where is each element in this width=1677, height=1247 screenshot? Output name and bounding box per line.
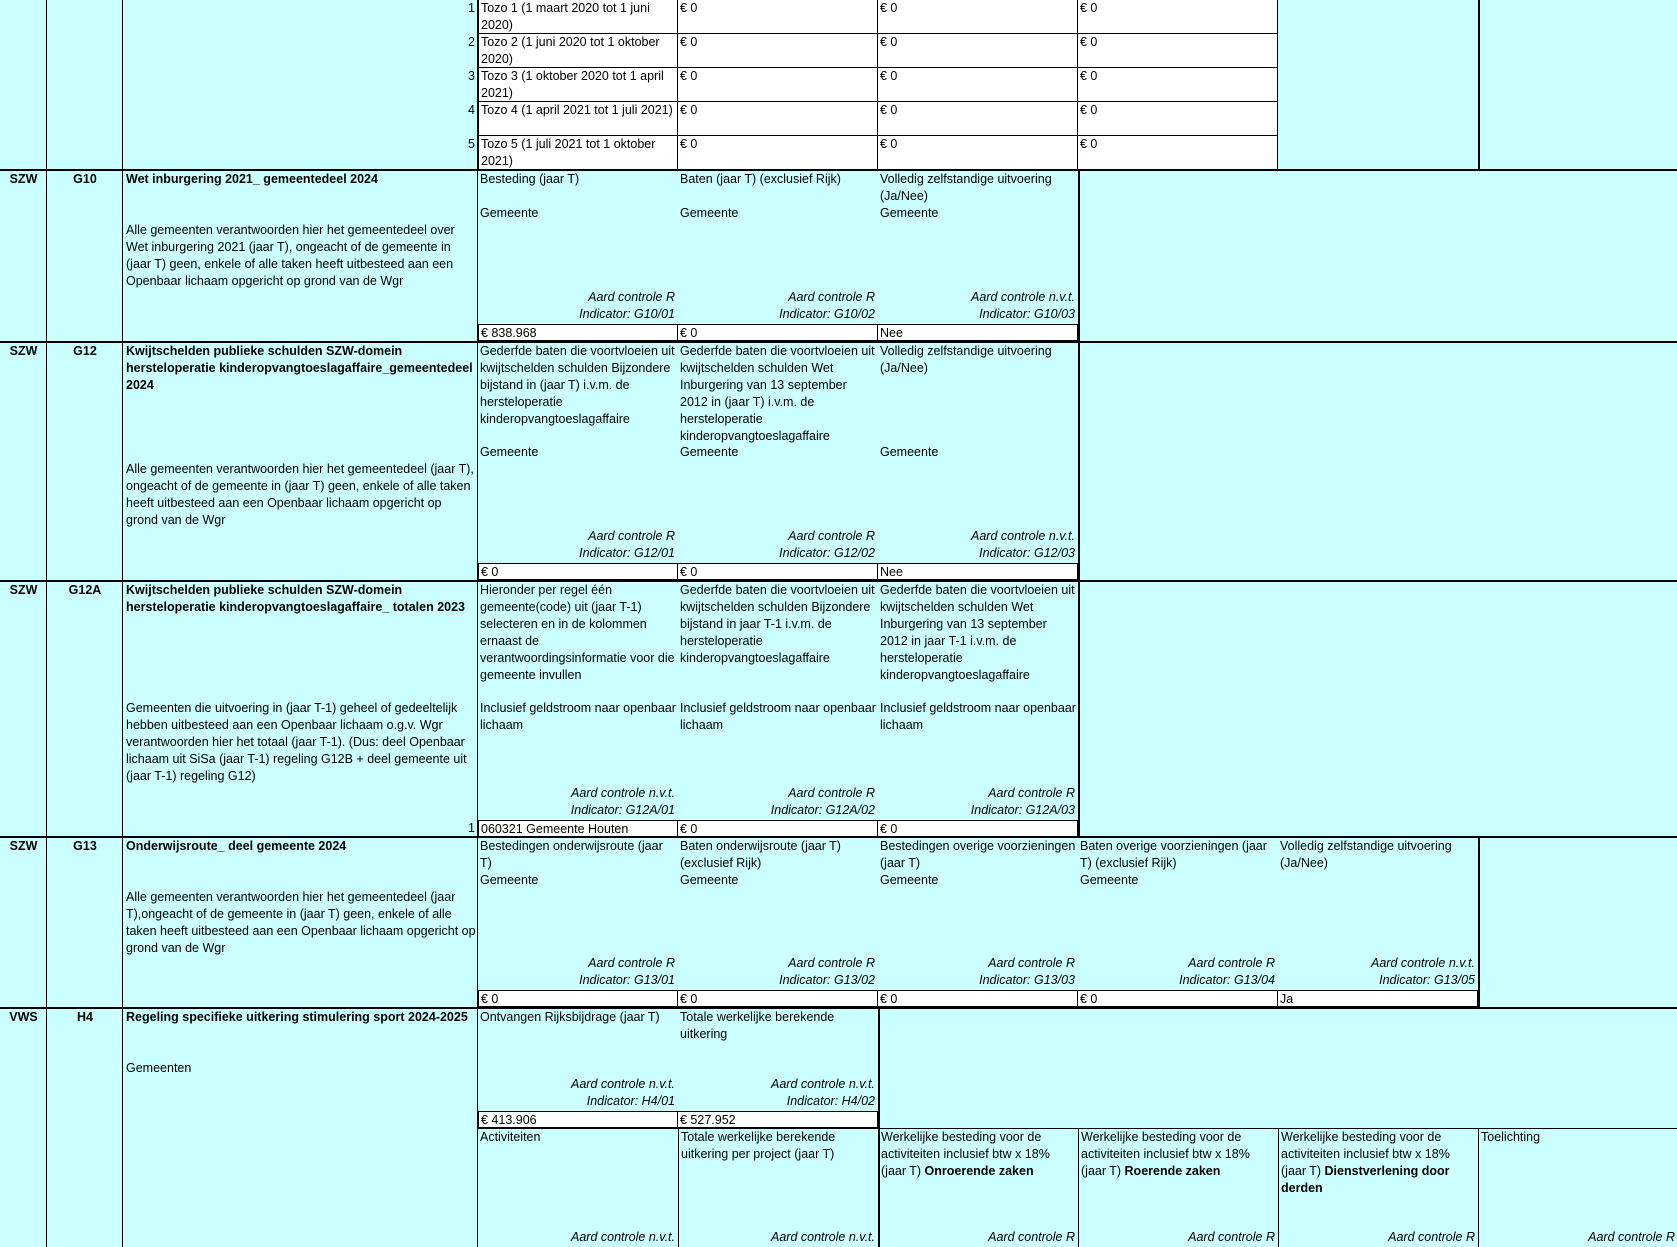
g10-column-heading: Volledig zelfstandige uitvoering (Ja/Nee) bbox=[880, 172, 1052, 203]
g12a-control-type: Aard controle R bbox=[988, 786, 1075, 800]
h4-indicator: Indicator: H4/01 bbox=[586, 1094, 675, 1108]
g13-control-info bbox=[779, 955, 875, 989]
g10-indicator: Indicator: G10/02 bbox=[779, 307, 875, 321]
h4-control-type: Aard controle R bbox=[1588, 1230, 1675, 1244]
g13-column-sub: Gemeente bbox=[1080, 873, 1139, 887]
h4-control-type: Aard controle n.v.t. bbox=[571, 1077, 675, 1091]
g10-value-cell[interactable]: Nee bbox=[878, 324, 1078, 341]
g12a-row-number: 1 bbox=[468, 821, 475, 835]
g13-column-header bbox=[1278, 838, 1478, 990]
tozo-value[interactable]: € 0 bbox=[678, 102, 878, 136]
g13-column-header bbox=[878, 838, 1078, 990]
tozo-value[interactable]: € 0 bbox=[678, 34, 878, 68]
g12a-column-header bbox=[678, 582, 878, 820]
g13-dept: SZW bbox=[9, 839, 38, 853]
g12a-description: Gemeenten die uitvoering in (jaar T-1) geheel of gedeeltelijk hebben uitbesteed aan een Openbaar lichaam o.g.v. Wgr verantwoorden hier het totaal (jaar T-1). (Dus: deel Openbaar lichaam uit SiSa (jaar T-1) regeling G12B + deel gemeente uit (jaar T-1) regeling G12) bbox=[126, 701, 467, 783]
h4-value-cell[interactable]: € 527.952 bbox=[678, 1111, 878, 1128]
h4-control-type: Aard controle n.v.t. bbox=[771, 1230, 875, 1244]
g12-control-info bbox=[971, 528, 1075, 562]
g12a-indicator: Indicator: G12A/02 bbox=[770, 803, 875, 817]
h4-column-header bbox=[478, 1009, 678, 1111]
h4-control-type: Aard controle n.v.t. bbox=[571, 1230, 675, 1244]
tozo-value[interactable]: € 0 bbox=[878, 68, 1078, 102]
h4-title: Regeling specifieke uitkering stimulering sport 2024-2025 bbox=[126, 1010, 468, 1024]
g12a-column-sub: Inclusief geldstroom naar openbaar lichaam bbox=[880, 701, 1076, 732]
h4-dept: VWS bbox=[9, 1010, 38, 1024]
g13-value-cell[interactable]: € 0 bbox=[678, 990, 878, 1007]
g13-column-heading: Bestedingen onderwijsroute (jaar T) bbox=[480, 839, 663, 870]
h4-control-info bbox=[571, 1076, 675, 1110]
g12-dept: SZW bbox=[9, 344, 38, 358]
tozo-value[interactable]: € 0 bbox=[1078, 102, 1278, 136]
tozo-value[interactable]: € 0 bbox=[678, 136, 878, 170]
g13-control-type: Aard controle R bbox=[588, 956, 675, 970]
tozo-value[interactable]: € 0 bbox=[878, 136, 1078, 170]
g12-column-heading: Gederfde baten die voortvloeien uit kwijtschelden schulden Bijzondere bijstand in (jaar T) i.v.m. de hersteloperatie kinderopvangtoeslagaffaire bbox=[480, 344, 675, 426]
tozo-row-label: Tozo 3 (1 oktober 2020 tot 1 april 2021) bbox=[478, 68, 678, 102]
g12a-title: Kwijtschelden publieke schulden SZW-domein hersteloperatie kinderopvangtoeslagaffaire_ totalen 2023 bbox=[126, 583, 466, 614]
h4-column-heading: Totale werkelijke berekende uitkering bbox=[680, 1010, 835, 1041]
g10-description: Alle gemeenten verantwoorden hier het gemeentedeel over Wet inburgering 2021 (jaar T), ongeacht of de gemeente in (jaar T) geen, enkele of alle taken heeft uitbesteed aan een Openbaar lichaam opgericht op grond van de Wgr bbox=[126, 223, 455, 288]
g10-column-heading: Baten (jaar T) (exclusief Rijk) bbox=[680, 172, 841, 186]
tozo-value[interactable]: € 0 bbox=[878, 34, 1078, 68]
g12a-column-heading: Gederfde baten die voortvloeien uit kwijtschelden schulden Wet Inburgering van 13 september 2012 in jaar T-1 i.v.m. de hersteloperatie kinderopvangtoeslagaffaire bbox=[880, 583, 1075, 682]
g10-column-header bbox=[478, 171, 678, 324]
g13-column-sub: Gemeente bbox=[880, 873, 939, 887]
h4-sub-column-heading bbox=[881, 1129, 1076, 1180]
g12-value-cell[interactable]: Nee bbox=[878, 563, 1078, 580]
g13-column-heading: Bestedingen overige voorzieningen (jaar T) bbox=[880, 839, 1076, 870]
h4-control-info bbox=[1188, 1229, 1275, 1246]
h4-indicator: Indicator: H4/02 bbox=[786, 1094, 875, 1108]
h4-sub-heading-bold: Dienstverlening door derden bbox=[1281, 1164, 1450, 1195]
g13-control-type: Aard controle R bbox=[788, 956, 875, 970]
g12-column-header bbox=[878, 343, 1078, 563]
g13-value-cell[interactable]: € 0 bbox=[478, 990, 678, 1007]
tozo-value[interactable]: € 0 bbox=[1078, 136, 1278, 170]
h4-control-info bbox=[1588, 1229, 1675, 1246]
h4-control-type: Aard controle n.v.t. bbox=[771, 1077, 875, 1091]
g10-indicator: Indicator: G10/01 bbox=[579, 307, 675, 321]
g12-control-info bbox=[779, 528, 875, 562]
g13-indicator: Indicator: G13/01 bbox=[579, 973, 675, 987]
g12-column-header bbox=[478, 343, 678, 563]
g13-control-type: Aard controle R bbox=[988, 956, 1075, 970]
g12a-column-heading: Hieronder per regel één gemeente(code) uit (jaar T-1) selecteren en in de kolommen ernaast de verantwoordingsinformatie voor die gemeente invullen bbox=[480, 583, 675, 682]
tozo-row-number: 4 bbox=[468, 103, 475, 117]
g12a-control-info bbox=[971, 785, 1075, 819]
g13-control-info bbox=[579, 955, 675, 989]
h4-sub-column-heading bbox=[681, 1129, 876, 1163]
g12-indicator: Indicator: G12/02 bbox=[779, 546, 875, 560]
g12a-indicator: Indicator: G12A/03 bbox=[970, 803, 1075, 817]
h4-sub-column-header bbox=[878, 1129, 1078, 1247]
h4-control-type: Aard controle R bbox=[1388, 1230, 1475, 1244]
tozo-value[interactable]: € 0 bbox=[1078, 68, 1278, 102]
g12a-column-header bbox=[878, 582, 1078, 820]
h4-sub-heading-text: Toelichting bbox=[1481, 1130, 1541, 1144]
g12-column-sub: Gemeente bbox=[480, 445, 539, 459]
g12a-control-type: Aard controle R bbox=[788, 786, 875, 800]
h4-column-heading: Ontvangen Rijksbijdrage (jaar T) bbox=[480, 1010, 660, 1024]
h4-control-info bbox=[771, 1229, 875, 1246]
g13-column-sub: Gemeente bbox=[480, 873, 539, 887]
g12a-indicator: Indicator: G12A/01 bbox=[570, 803, 675, 817]
g10-control-type: Aard controle n.v.t. bbox=[971, 290, 1075, 304]
h4-sub-heading-text: Totale werkelijke berekende uitkering per project (jaar T) bbox=[681, 1130, 836, 1161]
h4-sub-column-header bbox=[678, 1129, 878, 1247]
tozo-value[interactable]: € 0 bbox=[878, 102, 1078, 136]
g10-control-info bbox=[779, 289, 875, 323]
h4-control-info bbox=[571, 1229, 675, 1246]
g12-description: Alle gemeenten verantwoorden hier het gemeentedeel (jaar T), ongeacht of de gemeente in (jaar T) geen, enkele of alle taken heeft uitbesteed aan een Openbaar lichaam opgericht op grond van de Wgr bbox=[126, 462, 474, 527]
g13-code: G13 bbox=[73, 839, 97, 853]
g12-value-cell[interactable]: € 0 bbox=[678, 563, 878, 580]
g10-column-sub: Gemeente bbox=[680, 206, 739, 220]
tozo-row-number: 2 bbox=[468, 35, 475, 49]
g12-indicator: Indicator: G12/03 bbox=[979, 546, 1075, 560]
tozo-value[interactable]: € 0 bbox=[1078, 34, 1278, 68]
tozo-row-label: Tozo 4 (1 april 2021 tot 1 juli 2021) bbox=[478, 102, 678, 136]
g10-title: Wet inburgering 2021_ gemeentedeel 2024 bbox=[126, 172, 378, 186]
block-border bbox=[1078, 171, 1080, 341]
g13-control-info bbox=[979, 955, 1075, 989]
g12a-value-cell[interactable]: € 0 bbox=[678, 820, 878, 837]
g12a-dept: SZW bbox=[9, 583, 38, 597]
g10-code: G10 bbox=[73, 172, 97, 186]
g10-column-heading: Besteding (jaar T) bbox=[480, 172, 580, 186]
g12-code: G12 bbox=[73, 344, 97, 358]
g13-control-type: Aard controle n.v.t. bbox=[1371, 956, 1475, 970]
g12a-column-sub: Inclusief geldstroom naar openbaar lichaam bbox=[480, 701, 676, 732]
tozo-row-label: Tozo 2 (1 juni 2020 tot 1 oktober 2020) bbox=[478, 34, 678, 68]
g12a-code: G12A bbox=[68, 583, 102, 597]
tozo-row-label: Tozo 1 (1 maart 2020 tot 1 juni 2020) bbox=[478, 0, 678, 34]
h4-sub-heading-text: Werkelijke besteding voor de activiteiten inclusief btw x 18% (jaar T) bbox=[1081, 1130, 1250, 1178]
h4-sub-column-header bbox=[1278, 1129, 1478, 1247]
g13-value-cell[interactable]: € 0 bbox=[878, 990, 1078, 1007]
g12-control-type: Aard controle R bbox=[588, 529, 675, 543]
g13-description: Alle gemeenten verantwoorden hier het gemeentedeel (jaar T),ongeacht of de gemeente in (jaar T) geen, enkele of alle taken heeft uitbesteed aan een Openbaar lichaam opgericht op grond van de Wgr bbox=[126, 890, 476, 955]
g12a-control-info bbox=[571, 785, 675, 819]
tozo-row-number: 5 bbox=[468, 137, 475, 151]
tozo-row-label: Tozo 5 (1 juli 2021 tot 1 oktober 2021) bbox=[478, 136, 678, 170]
g10-indicator: Indicator: G10/03 bbox=[979, 307, 1075, 321]
g10-dept: SZW bbox=[9, 172, 38, 186]
g12-column-heading: Gederfde baten die voortvloeien uit kwijtschelden schulden Wet Inburgering van 13 september 2012 in (jaar T) i.v.m. de hersteloperatie kinderopvangtoeslagaffaire bbox=[680, 344, 875, 443]
g12a-column-heading: Gederfde baten die voortvloeien uit kwijtschelden schulden Bijzondere bijstand in jaar T-1 i.v.m. de hersteloperatie kinderopvangtoeslagaffaire bbox=[680, 583, 875, 665]
g13-column-sub: Gemeente bbox=[680, 873, 739, 887]
g12a-value-cell[interactable]: 060321 Gemeente Houten bbox=[478, 820, 678, 837]
g10-control-info bbox=[971, 289, 1075, 323]
g12-column-heading: Volledig zelfstandige uitvoering (Ja/Nee) bbox=[880, 344, 1052, 375]
g13-control-info bbox=[1371, 955, 1475, 989]
h4-control-info bbox=[988, 1229, 1075, 1246]
g10-column-header bbox=[678, 171, 878, 324]
h4-sub-heading-text: Activiteiten bbox=[480, 1130, 541, 1144]
h4-sub-heading-text: Werkelijke besteding voor de activiteiten inclusief btw x 18% (jaar T) bbox=[1281, 1130, 1450, 1178]
h4-control-type: Aard controle R bbox=[988, 1230, 1075, 1244]
g12-control-type: Aard controle n.v.t. bbox=[971, 529, 1075, 543]
g10-control-type: Aard controle R bbox=[788, 290, 875, 304]
g13-indicator: Indicator: G13/02 bbox=[779, 973, 875, 987]
h4-control-type: Aard controle R bbox=[1188, 1230, 1275, 1244]
g12-control-info bbox=[579, 528, 675, 562]
h4-sub-column-header bbox=[478, 1129, 678, 1247]
block-border bbox=[1078, 343, 1080, 580]
g12a-column-sub: Inclusief geldstroom naar openbaar lichaam bbox=[680, 701, 876, 732]
h4-sub-column-heading bbox=[1081, 1129, 1276, 1180]
h4-sub-heading-bold: Onroerende zaken bbox=[924, 1164, 1034, 1178]
g12-value-cell[interactable]: € 0 bbox=[478, 563, 678, 580]
g13-value-cell[interactable]: € 0 bbox=[1078, 990, 1278, 1007]
h4-sub-heading-text: Werkelijke besteding voor de activiteiten inclusief btw x 18% (jaar T) bbox=[881, 1130, 1050, 1178]
g10-value-cell[interactable]: € 0 bbox=[678, 324, 878, 341]
g12-column-sub: Gemeente bbox=[880, 445, 939, 459]
g10-value-cell[interactable]: € 838.968 bbox=[478, 324, 678, 341]
g12-indicator: Indicator: G12/01 bbox=[579, 546, 675, 560]
g13-column-header bbox=[1078, 838, 1278, 990]
g13-column-heading: Volledig zelfstandige uitvoering (Ja/Nee) bbox=[1280, 839, 1452, 870]
g13-column-heading: Baten overige voorzieningen (jaar T) (exclusief Rijk) bbox=[1080, 839, 1267, 870]
g12-column-sub: Gemeente bbox=[680, 445, 739, 459]
tozo-row-number: 3 bbox=[468, 69, 475, 83]
g13-column-header bbox=[678, 838, 878, 990]
h4-description: Gemeenten bbox=[126, 1061, 192, 1075]
h4-sub-column-header bbox=[1078, 1129, 1278, 1247]
g12a-control-info bbox=[771, 785, 875, 819]
block-border bbox=[1478, 0, 1480, 170]
h4-control-info bbox=[771, 1076, 875, 1110]
g10-control-type: Aard controle R bbox=[588, 290, 675, 304]
g13-control-type: Aard controle R bbox=[1188, 956, 1275, 970]
g13-control-info bbox=[1179, 955, 1275, 989]
g12a-value-cell[interactable]: € 0 bbox=[878, 820, 1078, 837]
h4-sub-heading-bold: Roerende zaken bbox=[1124, 1164, 1221, 1178]
block-border bbox=[1478, 838, 1480, 1007]
g13-column-heading: Baten onderwijsroute (jaar T) (exclusief Rijk) bbox=[680, 839, 841, 870]
g13-indicator: Indicator: G13/04 bbox=[1179, 973, 1275, 987]
g12a-column-header bbox=[478, 582, 678, 820]
h4-sub-column-header bbox=[1478, 1129, 1677, 1247]
h4-sub-column-heading bbox=[1281, 1129, 1476, 1197]
g13-value-cell[interactable]: Ja bbox=[1278, 990, 1478, 1007]
g13-column-header bbox=[478, 838, 678, 990]
g13-indicator: Indicator: G13/03 bbox=[979, 973, 1075, 987]
g12-column-header bbox=[678, 343, 878, 563]
h4-control-info bbox=[1388, 1229, 1475, 1246]
g12a-control-type: Aard controle n.v.t. bbox=[571, 786, 675, 800]
tozo-value[interactable]: € 0 bbox=[878, 0, 1078, 34]
g10-column-sub: Gemeente bbox=[880, 206, 939, 220]
h4-code: H4 bbox=[77, 1010, 93, 1024]
g13-title: Onderwijsroute_ deel gemeente 2024 bbox=[126, 839, 347, 853]
g12-title: Kwijtschelden publieke schulden SZW-domein hersteloperatie kinderopvangtoeslagaffaire_gemeentedeel 2024 bbox=[126, 344, 473, 392]
h4-value-cell[interactable]: € 413.906 bbox=[478, 1111, 678, 1128]
tozo-value[interactable]: € 0 bbox=[678, 68, 878, 102]
h4-column-header bbox=[678, 1009, 878, 1111]
block-border bbox=[1078, 582, 1080, 837]
g13-indicator: Indicator: G13/05 bbox=[1379, 973, 1475, 987]
tozo-value[interactable]: € 0 bbox=[1078, 0, 1278, 34]
tozo-row-number: 1 bbox=[468, 1, 475, 15]
tozo-value[interactable]: € 0 bbox=[678, 0, 878, 34]
g10-column-header bbox=[878, 171, 1078, 324]
h4-sub-column-heading bbox=[480, 1129, 676, 1146]
g10-column-sub: Gemeente bbox=[480, 206, 539, 220]
g12-control-type: Aard controle R bbox=[788, 529, 875, 543]
g10-control-info bbox=[579, 289, 675, 323]
h4-sub-column-heading bbox=[1481, 1129, 1676, 1146]
